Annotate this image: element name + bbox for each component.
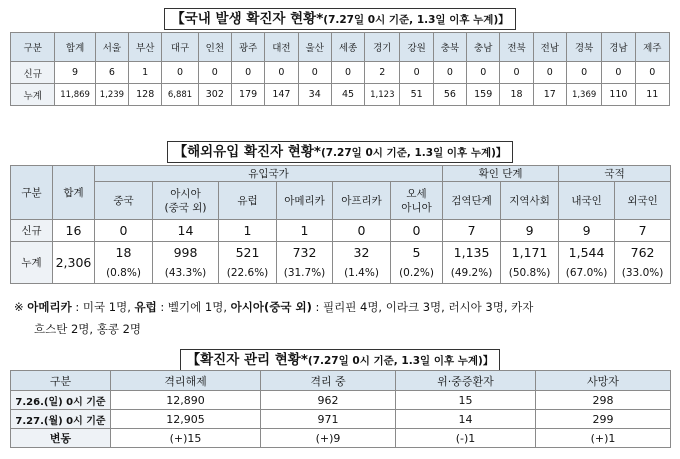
overseas-sub-header: 지역사회: [501, 182, 559, 220]
table-cell: 0: [298, 62, 331, 84]
domestic-col-header: 전남: [533, 33, 566, 62]
domestic-cumulative-row: [11, 84, 670, 106]
table-cell: 732: [277, 242, 333, 264]
overseas-cumulative-row: [11, 242, 671, 264]
management-title: 【확진자 관리 현황*(7.27일 0시 기준, 1.3일 이후 누계)】: [0, 349, 680, 371]
overseas-group-header-row: [11, 166, 671, 182]
table-cell: 0: [95, 220, 153, 242]
table-cell: 14: [153, 220, 219, 242]
table-cell: (+)15: [111, 429, 261, 448]
table-cell: 9: [501, 220, 559, 242]
table-cell: 신규: [11, 220, 53, 242]
overseas-sub-header: 중국: [95, 182, 153, 220]
domestic-col-header: 서울: [95, 33, 128, 62]
table-cell: 5: [391, 242, 443, 264]
table-cell: 12,905: [111, 410, 261, 429]
table-cell: 누계: [11, 84, 55, 106]
management-header-row: [11, 371, 671, 391]
table-cell: (+)1: [536, 429, 671, 448]
domestic-col-header: 광주: [231, 33, 264, 62]
domestic-new-row: [11, 62, 670, 84]
domestic-col-header: 대전: [265, 33, 298, 62]
table-cell: 0: [162, 62, 198, 84]
overseas-sub-header: 유럽: [219, 182, 277, 220]
table-cell: 16: [53, 220, 95, 242]
table-cell: 0: [467, 62, 500, 84]
table-cell: 1: [219, 220, 277, 242]
table-cell: 14: [396, 410, 536, 429]
table-cell: 56: [433, 84, 466, 106]
overseas-sub-header-row: [11, 182, 671, 220]
overseas-cases-table: [10, 165, 671, 284]
table-cell: 762: [615, 242, 671, 264]
table-cell: 962: [261, 391, 396, 410]
table-cell: 17: [533, 84, 566, 106]
table-cell: 159: [467, 84, 500, 106]
table-cell: (50.8%): [501, 264, 559, 284]
table-cell: 51: [400, 84, 433, 106]
table-cell: 1,544: [559, 242, 615, 264]
overseas-total-header: 합계: [53, 166, 95, 220]
table-cell: 0: [433, 62, 466, 84]
overseas-sub-header: 오세 아니아: [391, 182, 443, 220]
table-cell: 0: [198, 62, 231, 84]
table-cell: 11: [635, 84, 669, 106]
footnote-line-2: 흐스탄 2명, 홍콩 2명: [34, 322, 142, 336]
management-col-header: 위·중증환자: [396, 371, 536, 391]
overseas-sub-header: 내국인: [559, 182, 615, 220]
table-cell: 128: [129, 84, 162, 106]
domestic-col-header: 전북: [500, 33, 533, 62]
table-cell: 0: [400, 62, 433, 84]
table-cell: 1,369: [566, 84, 601, 106]
overseas-sub-header: 외국인: [615, 182, 671, 220]
domestic-col-header: 경북: [566, 33, 601, 62]
domestic-col-header: 제주: [635, 33, 669, 62]
overseas-nationality-header: 국적: [559, 166, 671, 182]
overseas-sub-header: 아시아 (중국 외): [153, 182, 219, 220]
management-col-header: 격리 중: [261, 371, 396, 391]
overseas-sub-header: 아프리카: [333, 182, 391, 220]
overseas-origin-header: 유입국가: [95, 166, 443, 182]
table-cell: 변동: [11, 429, 111, 448]
table-cell: 18: [95, 242, 153, 264]
table-cell: 7.26.(일) 0시 기준: [11, 391, 111, 410]
overseas-sub-header: 아메리카: [277, 182, 333, 220]
table-cell: (49.2%): [443, 264, 501, 284]
table-cell: 0: [331, 62, 364, 84]
table-cell: (22.6%): [219, 264, 277, 284]
table-cell: 15: [396, 391, 536, 410]
table-cell: 0: [602, 62, 635, 84]
footnote-line-1: ※ 아메리카 : 미국 1명, 유럽 : 벨기에 1명, 아시아(중국 외) : 필리핀 4명, 이라크 3명, 러시아 3명, 카자: [14, 300, 534, 314]
overseas-category-header: 구분: [11, 166, 53, 220]
table-cell: 7.27.(월) 0시 기준: [11, 410, 111, 429]
table-cell: 0: [333, 220, 391, 242]
table-cell: (31.7%): [277, 264, 333, 284]
table-cell: 110: [602, 84, 635, 106]
table-cell: 34: [298, 84, 331, 106]
table-cell: 6,881: [162, 84, 198, 106]
domestic-col-header: 합계: [55, 33, 95, 62]
table-cell: 7: [615, 220, 671, 242]
table-cell: (0.2%): [391, 264, 443, 284]
table-cell: 1,239: [95, 84, 128, 106]
table-cell: 12,890: [111, 391, 261, 410]
management-col-header: 격리해제: [111, 371, 261, 391]
domestic-col-header: 세종: [331, 33, 364, 62]
table-cell: 누계: [11, 242, 53, 284]
table-cell: 6: [95, 62, 128, 84]
table-cell: (0.8%): [95, 264, 153, 284]
overseas-stage-header: 확인 단계: [443, 166, 559, 182]
table-cell: 302: [198, 84, 231, 106]
table-cell: 179: [231, 84, 264, 106]
table-cell: (43.3%): [153, 264, 219, 284]
table-cell: 9: [55, 62, 95, 84]
case-management-table: [10, 370, 671, 448]
table-cell: 18: [500, 84, 533, 106]
table-cell: (67.0%): [559, 264, 615, 284]
table-cell: 11,869: [55, 84, 95, 106]
table-cell: 1,123: [365, 84, 400, 106]
table-cell: 0: [265, 62, 298, 84]
table-row: [11, 429, 671, 448]
overseas-title: 【해외유입 확진자 현황*(7.27일 0시 기준, 1.3일 이후 누계)】: [0, 141, 680, 163]
table-cell: 0: [533, 62, 566, 84]
table-cell: 0: [231, 62, 264, 84]
table-cell: 0: [566, 62, 601, 84]
table-cell: 신규: [11, 62, 55, 84]
overseas-sub-header: 검역단계: [443, 182, 501, 220]
table-cell: (33.0%): [615, 264, 671, 284]
table-cell: 7: [443, 220, 501, 242]
domestic-col-header: 충북: [433, 33, 466, 62]
table-cell: 0: [391, 220, 443, 242]
table-cell: 521: [219, 242, 277, 264]
table-cell: 299: [536, 410, 671, 429]
table-cell: 9: [559, 220, 615, 242]
table-cell: 1,171: [501, 242, 559, 264]
domestic-col-header: 대구: [162, 33, 198, 62]
domestic-col-header: 경남: [602, 33, 635, 62]
table-cell: 1,135: [443, 242, 501, 264]
table-cell: 998: [153, 242, 219, 264]
table-row: [11, 410, 671, 429]
domestic-title: 【국내 발생 확진자 현황*(7.27일 0시 기준, 1.3일 이후 누계)】: [0, 8, 680, 30]
table-cell: 2,306: [53, 242, 95, 284]
overseas-new-row: [11, 220, 671, 242]
table-row: [11, 391, 671, 410]
table-cell: 0: [500, 62, 533, 84]
table-cell: 45: [331, 84, 364, 106]
domestic-col-header: 충남: [467, 33, 500, 62]
table-cell: 1: [277, 220, 333, 242]
table-cell: (-)1: [396, 429, 536, 448]
domestic-col-header: 인천: [198, 33, 231, 62]
domestic-col-header: 강원: [400, 33, 433, 62]
domestic-cases-table: [10, 32, 670, 106]
management-col-header: 사망자: [536, 371, 671, 391]
table-cell: 32: [333, 242, 391, 264]
table-cell: 147: [265, 84, 298, 106]
table-cell: 0: [635, 62, 669, 84]
overseas-percent-row: [11, 264, 671, 284]
table-cell: 2: [365, 62, 400, 84]
management-col-header: 구분: [11, 371, 111, 391]
table-cell: 298: [536, 391, 671, 410]
domestic-col-header: 구분: [11, 33, 55, 62]
domestic-col-header: 울산: [298, 33, 331, 62]
domestic-col-header: 부산: [129, 33, 162, 62]
table-cell: (+)9: [261, 429, 396, 448]
domestic-col-header: 경기: [365, 33, 400, 62]
table-cell: (1.4%): [333, 264, 391, 284]
table-cell: 971: [261, 410, 396, 429]
domestic-header-row: [11, 33, 670, 62]
table-cell: 1: [129, 62, 162, 84]
